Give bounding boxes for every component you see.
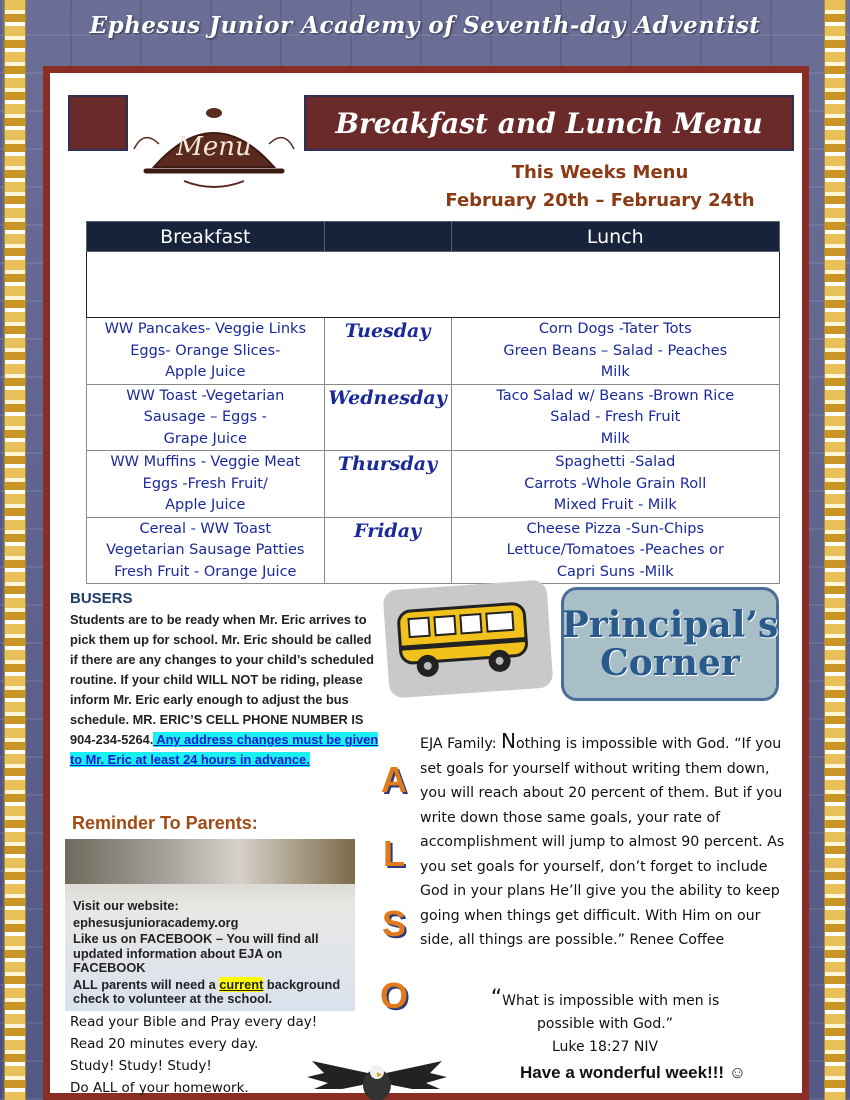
lunch-cell: Taco Salad w/ Beans -Brown Rice Salad - Fresh Fruit Milk [451, 384, 779, 451]
column-header-day [324, 222, 451, 252]
column-header-lunch: Lunch [451, 222, 779, 252]
principals-corner-badge [561, 587, 779, 701]
table-row [87, 451, 780, 518]
week-dates: February 20th – February 24th [445, 190, 755, 211]
table-row [87, 517, 780, 584]
lunch-cell: Spaghetti -Salad Carrots -Whole Grain Roll Mixed Fruit - Milk [451, 451, 779, 518]
website-link[interactable]: ephesusjunioracademy.org [73, 914, 239, 930]
principal-dropcap: N [501, 729, 516, 753]
background-check-suffix: background check to volunteer at the school. [73, 976, 341, 1006]
tip-item: Read 20 minutes every day. [70, 1036, 259, 1052]
classroom-photo [65, 839, 355, 884]
tip-item: Study! Study! Study! [70, 1058, 212, 1074]
buses-notice-text: Students are to be ready when Mr. Eric arrives to pick them up for school. Mr. Eric should be called if there are any changes to your child’s scheduled routine. If your child WILL NOT be riding, please inform Mr. Eric early enough to adjust the bus schedule. MR. ERIC’S CELL PHONE NUMBER IS 904-234-5264. [70, 612, 374, 747]
reminder-box [65, 839, 355, 1011]
background-check-note [73, 978, 348, 1007]
principal-message-text: othing is impossible with God. “If you set goals for yourself without writing them down, you will reach about 20 percent of them. But if you write down those same goals, your rate of accomplishment will jump to almost 90 percent. As you set goals for yourself, don’t forget to include God in your plans He’ll give you the ability to keep going when things get difficult. With Him on our side, all things are possible.” Renee Coffee [420, 736, 785, 948]
menu-logo-text: Menu [176, 132, 252, 162]
principal-greeting: EJA Family: [420, 736, 502, 752]
menu-cloche-logo [124, 89, 304, 199]
principal-message [420, 729, 796, 953]
menu-header-row [87, 222, 780, 252]
breakfast-cell: WW Muffins - Veggie Meat Eggs -Fresh Fruit/ Apple Juice [87, 451, 325, 518]
week-heading: This Weeks Menu [511, 162, 689, 183]
breakfast-cell: Cereal - WW Toast Vegetarian Sausage Patties Fresh Fruit - Orange Juice [87, 517, 325, 584]
quote-text: What is impossible with men is possible with God.” [502, 993, 720, 1032]
reminder-text [73, 899, 348, 1009]
lunch-cell: Corn Dogs -Tater Tots Green Beans – Salad - Peaches Milk [451, 318, 779, 385]
principal-title-line2: Corner [600, 642, 740, 684]
quote-reference: Luke 18:27 NIV [551, 1039, 659, 1055]
newsletter-page [50, 73, 802, 1096]
menu-title: Breakfast and Lunch Menu [304, 95, 794, 151]
reminder-heading: Reminder To Parents: [72, 813, 258, 833]
principal-title-line1: Principal’s [561, 604, 779, 646]
also-letter-o: O [379, 975, 408, 1016]
facebook-note: Like us on FACEBOOK – You will find all updated information about EJA on FACEBOOK [73, 931, 319, 975]
also-letter-s: S [381, 903, 406, 944]
table-row [87, 318, 780, 385]
also-letter-l: L [383, 833, 405, 874]
week-info [430, 159, 770, 215]
left-border-ornament [4, 0, 26, 1100]
day-cell: Tuesday [324, 318, 451, 385]
newsletter-frame [43, 66, 809, 1100]
eagle-icon [302, 1055, 452, 1100]
menu-blank-row [87, 252, 780, 318]
column-header-breakfast: Breakfast [87, 222, 325, 252]
buses-address-notice: Any address changes must be given to Mr. Eric at least 24 hours in advance. [70, 732, 379, 767]
school-bus-icon [382, 579, 553, 698]
day-cell: Wednesday [324, 384, 451, 451]
banner-left-block [68, 95, 128, 151]
buses-heading: BUSERS [70, 590, 133, 607]
table-row [87, 384, 780, 451]
day-cell: Thursday [324, 451, 451, 518]
right-border-ornament [824, 0, 846, 1100]
menu-table [86, 221, 780, 584]
day-cell: Friday [324, 517, 451, 584]
closing-message: Have a wonderful week!!! ☺ [520, 1063, 747, 1082]
breakfast-cell: WW Toast -Vegetarian Sausage – Eggs - Grape Juice [87, 384, 325, 451]
quote-open-mark: “ [490, 986, 503, 1011]
school-bus-image [382, 579, 553, 698]
buses-notice [70, 610, 380, 770]
tip-item: Do ALL of your homework. [70, 1080, 249, 1096]
menu-blank-cell [87, 252, 780, 318]
breakfast-cell: WW Pancakes- Veggie Links Eggs- Orange Slices- Apple Juice [87, 318, 325, 385]
current-highlight: current [219, 976, 264, 992]
background-check-prefix: ALL parents will need a [73, 976, 220, 992]
tip-item: Read your Bible and Pray every day! [70, 1014, 318, 1030]
also-letter-a: A [381, 759, 407, 800]
school-name: Ephesus Junior Academy of Seventh-day Adventist [89, 12, 761, 39]
lunch-cell: Cheese Pizza -Sun-Chips Lettuce/Tomatoes -Peaches or Capri Suns -Milk [451, 517, 779, 584]
website-label: Visit our website: [73, 898, 179, 913]
scripture-quote [470, 987, 740, 1059]
